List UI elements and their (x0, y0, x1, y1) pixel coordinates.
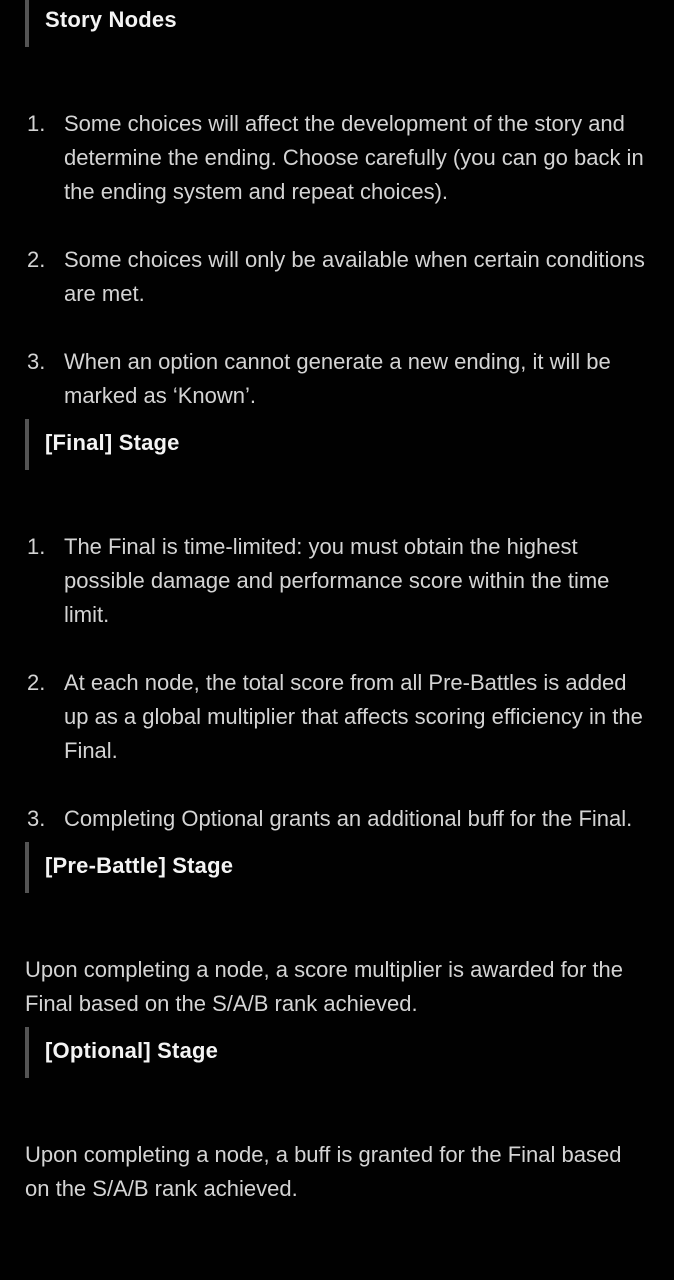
heading-story-nodes: Story Nodes (25, 0, 650, 47)
section-optional-stage (25, 1027, 650, 1206)
heading-pre-battle-stage: [Pre-Battle] Stage (25, 842, 650, 893)
final-stage-list (25, 530, 650, 836)
section-final-stage (25, 419, 650, 836)
section-pre-battle-stage (25, 842, 650, 1021)
optional-description: Upon completing a node, a buff is granted for the Final based on the S/A/B rank achieved. (25, 1142, 622, 1201)
section-story-nodes (25, 0, 650, 413)
heading-final-stage: [Final] Stage (25, 419, 650, 470)
pre-battle-description: Upon completing a node, a score multiplier is awarded for the Final based on the S/A/B rank achieved. (25, 957, 623, 1016)
list-item: Some choices will only be available when certain conditions are met. (64, 247, 645, 306)
list-item: When an option cannot generate a new ending, it will be marked as ‘Known’. (64, 349, 611, 408)
story-nodes-list (25, 107, 650, 413)
list-item: The Final is time-limited: you must obtain the highest possible damage and performance score within the time limit. (64, 534, 610, 627)
list-item: Completing Optional grants an additional buff for the Final. (64, 806, 633, 831)
list-item: At each node, the total score from all Pre-Battles is added up as a global multiplier that affects scoring efficiency in the Final. (64, 670, 643, 763)
list-item: Some choices will affect the development of the story and determine the ending. Choose carefully (you can go back in the ending system and repeat choices). (64, 111, 644, 204)
heading-optional-stage: [Optional] Stage (25, 1027, 650, 1078)
